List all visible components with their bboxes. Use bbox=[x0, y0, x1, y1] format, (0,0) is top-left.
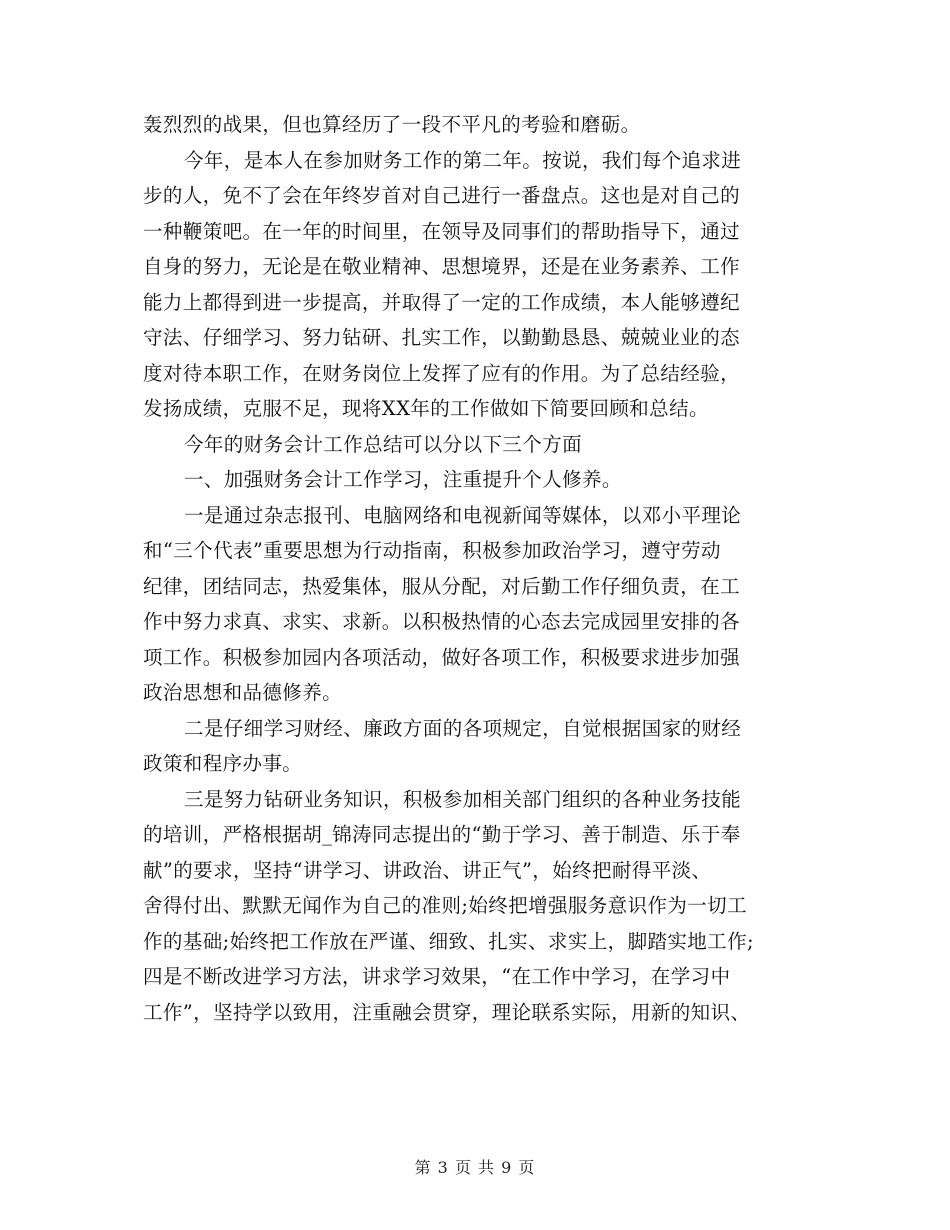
text-line: 自身的努力，无论是在敬业精神、思想境界，还是在业务素养、工作 bbox=[143, 255, 741, 278]
text-line: 度对待本职工作，在财务岗位上发挥了应有的作用。为了总结经验， bbox=[143, 361, 741, 385]
text-line: 今年的财务会计工作总结可以分以下三个方面 bbox=[184, 432, 583, 456]
text-line: 作中努力求真、求实、求新。以积极热情的心态去完成园里安排的各 bbox=[143, 610, 741, 633]
text-line: 四是不断改进学习方法，讲求学习效果，“在工作中学习，在学习中 bbox=[143, 965, 731, 988]
text-line: 的培训，严格根据胡_锦涛同志提出的“勤于学习、善于制造、乐于奉 bbox=[143, 823, 741, 846]
text-line: 三是努力钻研业务知识，积极参加相关部门组织的各种业务技能 bbox=[184, 787, 742, 811]
text-line: 轰烈烈的战果，但也算经历了一段不平凡的考验和磨砺。 bbox=[143, 113, 641, 136]
text-line: 步的人，免不了会在年终岁首对自己进行一番盘点。这也是对自己的 bbox=[143, 184, 741, 207]
text-line: 项工作。积极参加园内各项活动，做好各项工作，积极要求进步加强 bbox=[143, 645, 741, 669]
text-line: 一是通过杂志报刊、电脑网络和电视新闻等媒体，以邓小平理论 bbox=[184, 503, 742, 527]
text-line: 守法、仔细学习、努力钻研、扎实工作，以勤勤恳恳、兢兢业业的态 bbox=[143, 326, 741, 349]
document-body bbox=[143, 107, 833, 1030]
text-line: 工作”，坚持学以致用，注重融会贯穿，理论联系实际，用新的知识、 bbox=[143, 1000, 751, 1024]
text-line: 二是仔细学习财经、廉政方面的各项规定，自觉根据国家的财经 bbox=[184, 716, 742, 740]
section-heading: 一、加强财务会计工作学习，注重提升个人修养。 bbox=[184, 468, 622, 491]
text-line: 舍得付出、默默无闻作为自己的准则;始终把增强服务意识作为一切工 bbox=[143, 894, 747, 917]
text-line: 能力上都得到进一步提高，并取得了一定的工作成绩，本人能够遵纪 bbox=[143, 290, 741, 314]
text-line: 今年，是本人在参加财务工作的第二年。按说，我们每个追求进 bbox=[184, 148, 742, 172]
text-line: 政策和程序办事。 bbox=[143, 752, 303, 775]
text-line: 一种鞭策吧。在一年的时间里，在领导及同事们的帮助指导下，通过 bbox=[143, 219, 741, 243]
text-line: 政治思想和品德修养。 bbox=[143, 681, 343, 704]
text-line: 发扬成绩，克服不足，现将XX年的工作做如下简要回顾和总结。 bbox=[143, 397, 709, 420]
text-line: 和“三个代表”重要思想为行动指南，积极参加政治学习，遵守劳动 bbox=[143, 539, 721, 562]
text-line: 献”的要求，坚持“讲学习、讲政治、讲正气”，始终把耐得平淡、 bbox=[143, 858, 712, 882]
text-line: 纪律，团结同志，热爱集体，服从分配，对后勤工作仔细负责，在工 bbox=[143, 574, 741, 598]
page-number-footer: 第 3 页 共 9 页 bbox=[414, 1158, 536, 1177]
text-line: 作的基础;始终把工作放在严谨、细致、扎实、求实上，脚踏实地工作; bbox=[143, 929, 754, 953]
